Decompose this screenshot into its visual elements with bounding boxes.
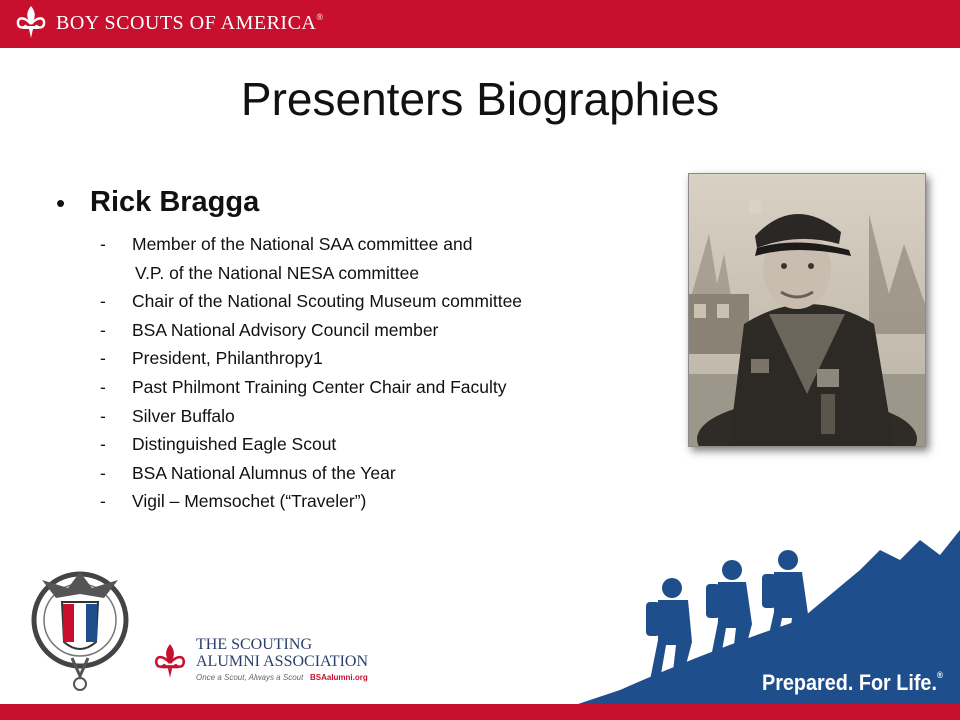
bio-text: Past Philmont Training Center Chair and Faculty (132, 376, 507, 397)
bio-item (100, 287, 660, 316)
presenter-name: Rick Bragga (90, 186, 260, 218)
bio-item (100, 487, 660, 516)
bio-item (100, 230, 660, 259)
bio-item (100, 344, 660, 373)
bio-dash: - (100, 434, 106, 455)
presenter-photo (688, 173, 926, 447)
bio-item (100, 402, 660, 431)
bsa-wordmark: BOY SCOUTS OF AMERICA® (56, 12, 324, 34)
nesa-seal-logo (28, 558, 132, 694)
saa-name-line1: THE SCOUTING (196, 636, 312, 653)
bio-item (100, 259, 660, 288)
bio-dash: - (100, 291, 106, 312)
bio-dash: - (100, 405, 106, 426)
scout-portrait-image (689, 174, 925, 446)
slide-title: Presenters Biographies (240, 73, 720, 125)
bio-item (100, 430, 660, 459)
bio-dash: - (100, 319, 106, 340)
bio-dash: - (100, 376, 106, 397)
bio-item (100, 459, 660, 488)
bio-text: President, Philanthropy1 (132, 348, 323, 369)
bio-text: BSA National Alumnus of the Year (132, 462, 396, 483)
brand-tagline: Prepared. For Life.® (762, 670, 943, 695)
saa-text (196, 636, 426, 682)
saa-url: BSAalumni.org (309, 673, 368, 682)
fleur-de-lis-icon (14, 4, 48, 42)
bio-item (100, 373, 660, 402)
saa-tagline-text: Once a Scout, Always a Scout (196, 673, 304, 682)
bio-text: Vigil – Memsochet (“Traveler”) (132, 491, 367, 512)
bio-dash: - (100, 348, 106, 369)
saa-name-line2: ALUMNI ASSOCIATION (196, 653, 369, 670)
bio-text: BSA National Advisory Council member (132, 319, 439, 340)
bio-text: V.P. of the National NESA committee (135, 262, 420, 283)
bio-text: Member of the National SAA committee and (132, 234, 473, 254)
bio-text: Distinguished Eagle Scout (132, 434, 337, 455)
fleur-de-lis-icon (152, 642, 188, 682)
bullet-icon: • (56, 188, 66, 218)
bio-dash: - (100, 491, 106, 512)
bio-item (100, 316, 660, 345)
header-bar (0, 0, 960, 48)
bio-dash: - (100, 234, 106, 254)
footer-bar (0, 704, 960, 720)
bio-text: Silver Buffalo (132, 405, 235, 426)
saa-tagline (196, 673, 426, 682)
bio-dash: - (100, 462, 106, 483)
bio-text: Chair of the National Scouting Museum committee (132, 291, 523, 312)
bio-list (100, 230, 660, 516)
